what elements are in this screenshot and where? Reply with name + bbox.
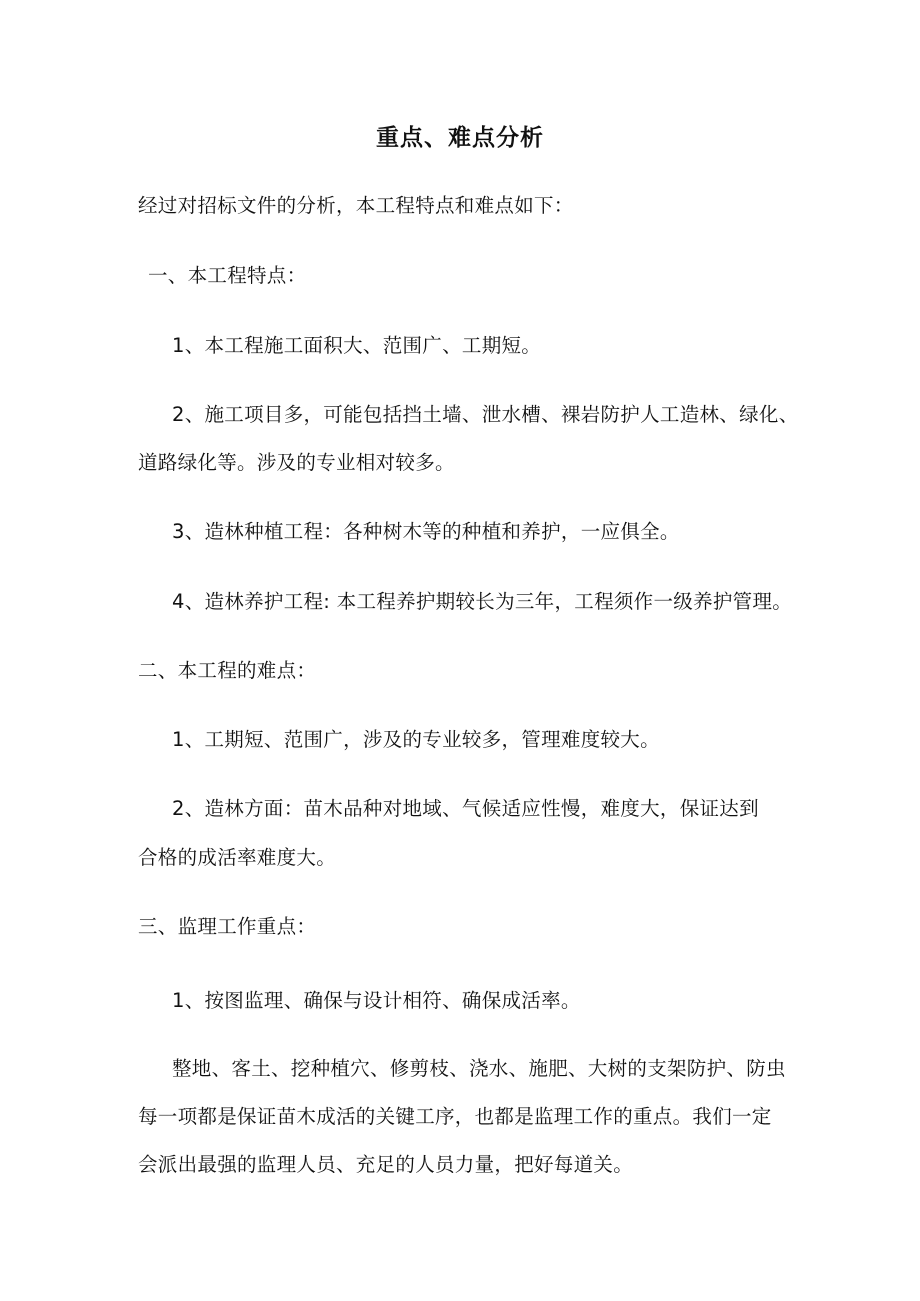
section1-heading: 一、本工程特点： xyxy=(148,264,307,287)
section3-paragraph-line3: 会派出最强的监理人员、充足的人员力量，把好每道关。 xyxy=(138,1153,634,1176)
section2-item1: 1、工期短、范围广，涉及的专业较多，管理难度较大。 xyxy=(172,728,660,751)
section1-item4: 4、造林养护工程: 本工程养护期较长为三年，工程须作一级养护管理。 xyxy=(172,590,793,613)
section1-item3: 3、造林种植工程：各种树木等的种植和养护，一应俱全。 xyxy=(172,520,680,543)
section3-heading: 三、监理工作重点： xyxy=(138,915,317,938)
section3-item1: 1、按图监理、确保与设计相符、确保成活率。 xyxy=(172,989,581,1012)
section1-item2-line2: 道路绿化等。涉及的专业相对较多。 xyxy=(138,451,455,474)
intro-text: 经过对招标文件的分析，本工程特点和难点如下： xyxy=(138,194,574,217)
section3-paragraph-line2: 每一项都是保证苗木成活的关键工序，也都是监理工作的重点。我们一定 xyxy=(138,1105,772,1128)
document-title: 重点、难点分析 xyxy=(376,125,544,151)
section2-heading: 二、本工程的难点： xyxy=(138,659,317,682)
section3-paragraph-line1: 整地、客土、挖种植穴、修剪枝、浇水、施肥、大树的支架防护、防虫 xyxy=(172,1057,786,1080)
section1-item2-line1: 2、施工项目多，可能包括挡土墙、泄水槽、裸岩防护人工造林、绿化、 xyxy=(172,403,799,426)
section1-item1: 1、本工程施工面积大、范围广、工期短。 xyxy=(172,334,542,357)
section2-item2-line2: 合格的成活率难度大。 xyxy=(138,846,337,869)
section2-item2-line1: 2、造林方面：苗木品种对地域、气候适应性慢，难度大，保证达到 xyxy=(172,797,759,820)
